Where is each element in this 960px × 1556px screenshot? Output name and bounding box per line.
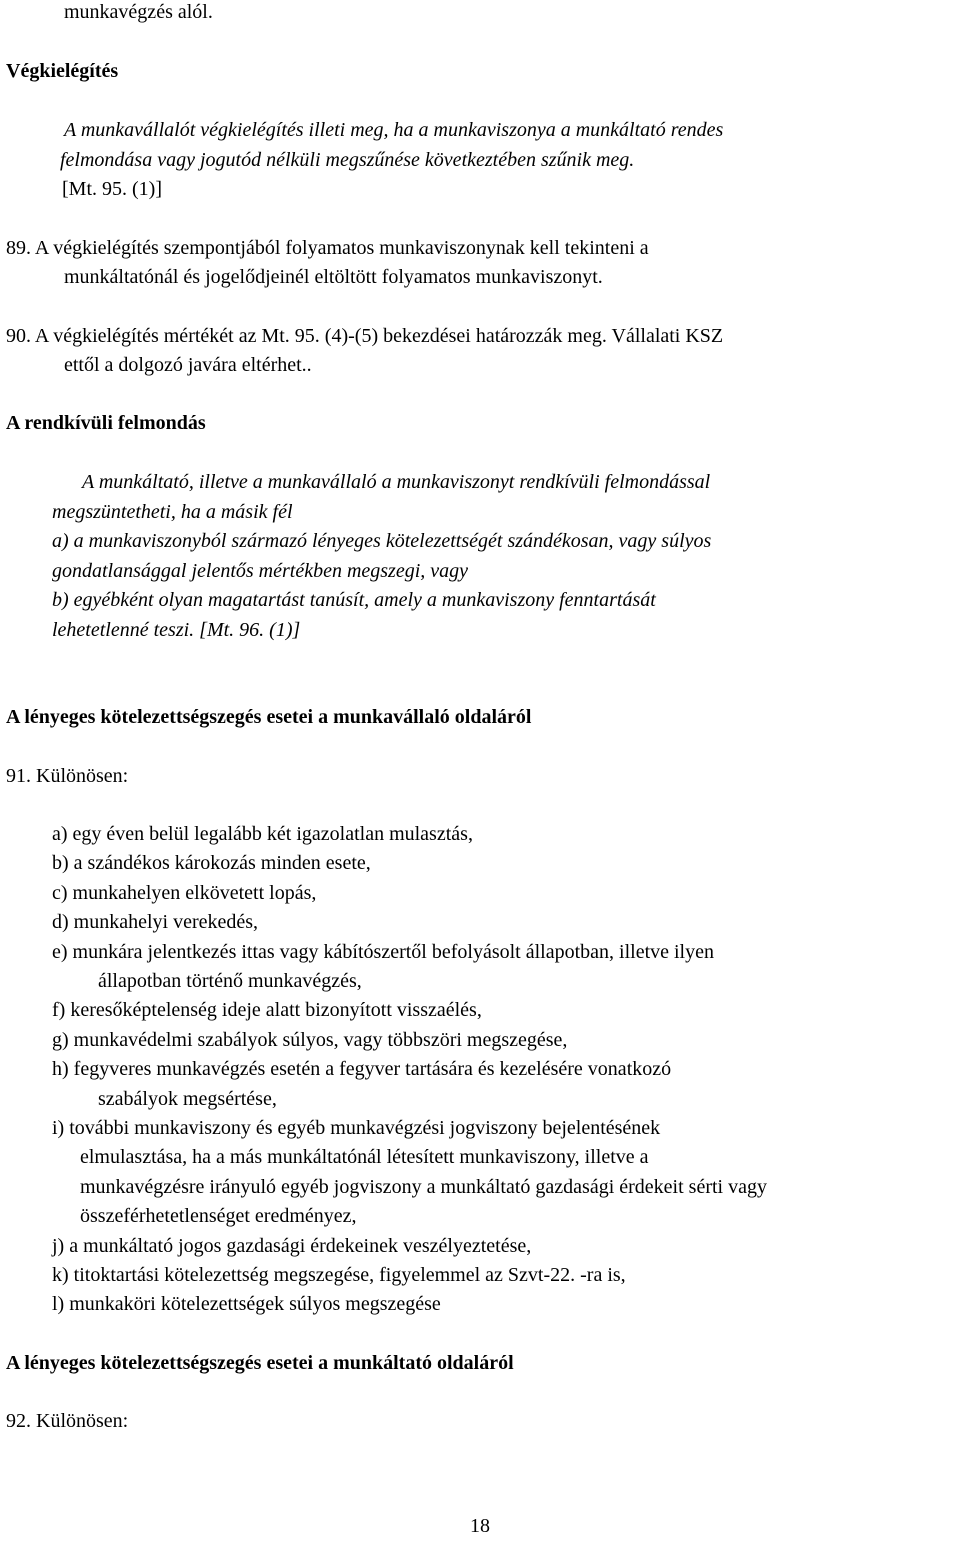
list-item: i) további munkaviszony és egyéb munkavégzési jogviszony bejelentésének <box>52 1117 661 1139</box>
paragraph-92-intro: 92. Különösen: <box>6 1410 129 1432</box>
list-item: a) egy éven belül legalább két igazolatlan mulasztás, <box>52 823 473 845</box>
list-item-continuation: elmulasztása, ha a más munkáltatónál létesített munkaviszony, illetve a <box>80 1146 649 1168</box>
severance-quote-line: felmondása vagy jogutód nélküli megszűnése következtében szűnik meg. <box>60 149 635 171</box>
extraordinary-quote-line: gondatlansággal jelentős mértékben megszegi, vagy <box>52 560 469 582</box>
paragraph-90-line: ettől a dolgozó javára eltérhet.. <box>64 354 312 376</box>
paragraph-91-intro: 91. Különösen: <box>6 765 129 787</box>
list-item-continuation: összeférhetetlenséget eredményez, <box>80 1205 357 1227</box>
extraordinary-quote-line: a) a munkaviszonyból származó lényeges kötelezettségét szándékosan, vagy súlyos <box>52 530 712 552</box>
severance-quote-citation: [Mt. 95. (1)] <box>62 178 162 200</box>
extraordinary-quote-line: lehetetlenné teszi. [Mt. 96. (1)] <box>52 619 301 641</box>
extraordinary-quote-line: megszüntetheti, ha a másik fél <box>52 501 293 523</box>
list-item: d) munkahelyi verekedés, <box>52 911 259 933</box>
list-item-continuation: szabályok megsértése, <box>98 1088 277 1110</box>
section-heading-severance: Végkielégítés <box>6 60 119 82</box>
page-number: 18 <box>470 1515 490 1537</box>
list-item: l) munkaköri kötelezettségek súlyos megszegése <box>52 1293 441 1315</box>
list-item: g) munkavédelmi szabályok súlyos, vagy többszöri megszegése, <box>52 1029 568 1051</box>
severance-quote-line: A munkavállalót végkielégítés illeti meg, ha a munkaviszonya a munkáltató rendes <box>64 119 724 141</box>
section-heading-extraordinary: A rendkívüli felmondás <box>6 412 206 434</box>
extraordinary-quote-line: b) egyébként olyan magatartást tanúsít, amely a munkaviszony fenntartását <box>52 589 656 611</box>
list-item: k) titoktartási kötelezettség megszegése, figyelemmel az Szvt-22. -ra is, <box>52 1264 626 1286</box>
list-item-continuation: munkavégzésre irányuló egyéb jogviszony a munkáltató gazdasági érdekeit sérti vagy <box>80 1176 767 1198</box>
section-heading-employee: A lényeges kötelezettségszegés esetei a munkavállaló oldaláról <box>6 706 532 728</box>
top-line: munkavégzés alól. <box>64 1 213 23</box>
section-heading-employer: A lényeges kötelezettségszegés esetei a munkáltató oldaláról <box>6 1352 514 1374</box>
list-item: e) munkára jelentkezés ittas vagy kábítószertől befolyásolt állapotban, illetve ilyen <box>52 941 714 963</box>
paragraph-90-line: 90. A végkielégítés mértékét az Mt. 95. (4)-(5) bekezdései határozzák meg. Vállalati KSZ <box>6 325 724 347</box>
extraordinary-quote-line: A munkáltató, illetve a munkavállaló a munkaviszonyt rendkívüli felmondással <box>82 471 711 493</box>
list-item-continuation: állapotban történő munkavégzés, <box>98 970 362 992</box>
list-item: j) a munkáltató jogos gazdasági érdekeinek veszélyeztetése, <box>52 1235 532 1257</box>
list-item: b) a szándékos károkozás minden esete, <box>52 852 371 874</box>
list-item: h) fegyveres munkavégzés esetén a fegyver tartására és kezelésére vonatkozó <box>52 1058 672 1080</box>
paragraph-89-line: 89. A végkielégítés szempontjából folyamatos munkaviszonynak kell tekinteni a <box>6 237 649 259</box>
list-item: c) munkahelyen elkövetett lopás, <box>52 882 317 904</box>
list-item: f) keresőképtelenség ideje alatt bizonyított visszaélés, <box>52 999 482 1021</box>
paragraph-89-line: munkáltatónál és jogelődjeinél eltöltött folyamatos munkaviszonyt. <box>64 266 603 288</box>
